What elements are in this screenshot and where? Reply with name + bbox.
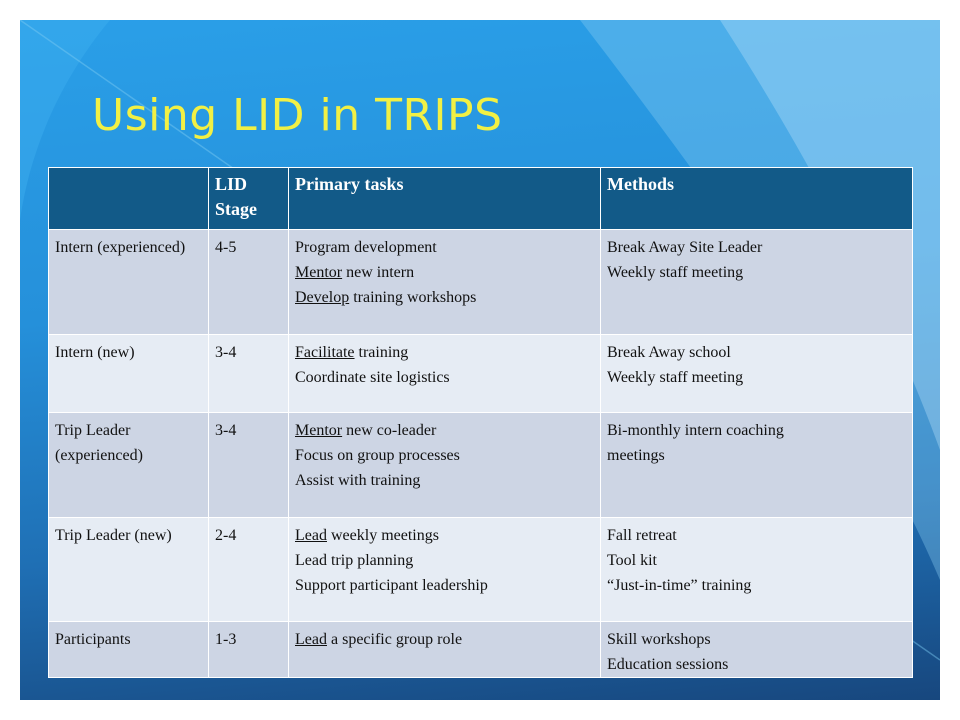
cell-role: Trip Leader (experienced) (49, 413, 209, 518)
task-line: Mentor new co-leader (295, 422, 437, 439)
task-line: Program development (295, 239, 437, 256)
method-line: Skill workshops (607, 631, 711, 648)
table-row (49, 230, 913, 335)
table-row (49, 518, 913, 622)
cell-stage: 1-3 (209, 622, 289, 678)
cell-role: Participants (49, 622, 209, 678)
table-row (49, 335, 913, 413)
table-row (49, 622, 913, 678)
slide (20, 20, 940, 700)
cell-tasks (289, 230, 601, 335)
task-line: Support participant leadership (295, 577, 488, 594)
method-line: Tool kit (607, 552, 657, 569)
cell-role: Intern (new) (49, 335, 209, 413)
table-row (49, 413, 913, 518)
method-line: Fall retreat (607, 527, 677, 544)
task-line: Focus on group processes (295, 447, 460, 464)
task-line: Coordinate site logistics (295, 369, 450, 386)
method-line: Weekly staff meeting (607, 264, 744, 281)
cell-role: Intern (experienced) (49, 230, 209, 335)
task-line: Assist with training (295, 472, 421, 489)
task-line: Lead weekly meetings (295, 527, 439, 544)
method-line: Weekly staff meeting (607, 369, 744, 386)
cell-tasks (289, 518, 601, 622)
slide-title: Using LID in TRIPS (92, 90, 503, 141)
cell-stage: 4-5 (209, 230, 289, 335)
task-line: Lead a specific group role (295, 631, 463, 648)
lid-table (48, 167, 913, 678)
header-methods: Methods (601, 168, 913, 230)
cell-stage: 3-4 (209, 413, 289, 518)
cell-tasks (289, 413, 601, 518)
method-line: Break Away school (607, 344, 731, 361)
header-lid-stage: LID Stage (209, 168, 289, 230)
cell-methods (601, 622, 913, 678)
cell-role: Trip Leader (new) (49, 518, 209, 622)
method-line: Break Away Site Leader (607, 239, 763, 256)
method-line: Education sessions (607, 656, 729, 673)
cell-methods (601, 230, 913, 335)
cell-tasks (289, 335, 601, 413)
method-line: “Just-in-time” training (607, 577, 752, 594)
cell-stage: 2-4 (209, 518, 289, 622)
method-line: Bi-monthly intern coaching (607, 422, 784, 439)
cell-tasks (289, 622, 601, 678)
cell-methods (601, 518, 913, 622)
task-line: Develop training workshops (295, 289, 477, 306)
method-line: meetings (607, 447, 665, 464)
header-primary-tasks: Primary tasks (289, 168, 601, 230)
cell-stage: 3-4 (209, 335, 289, 413)
task-line: Mentor new intern (295, 264, 415, 281)
task-line: Facilitate training (295, 344, 409, 361)
cell-methods (601, 413, 913, 518)
cell-methods (601, 335, 913, 413)
header-role (49, 168, 209, 230)
table-header-row (49, 168, 913, 230)
task-line: Lead trip planning (295, 552, 414, 569)
